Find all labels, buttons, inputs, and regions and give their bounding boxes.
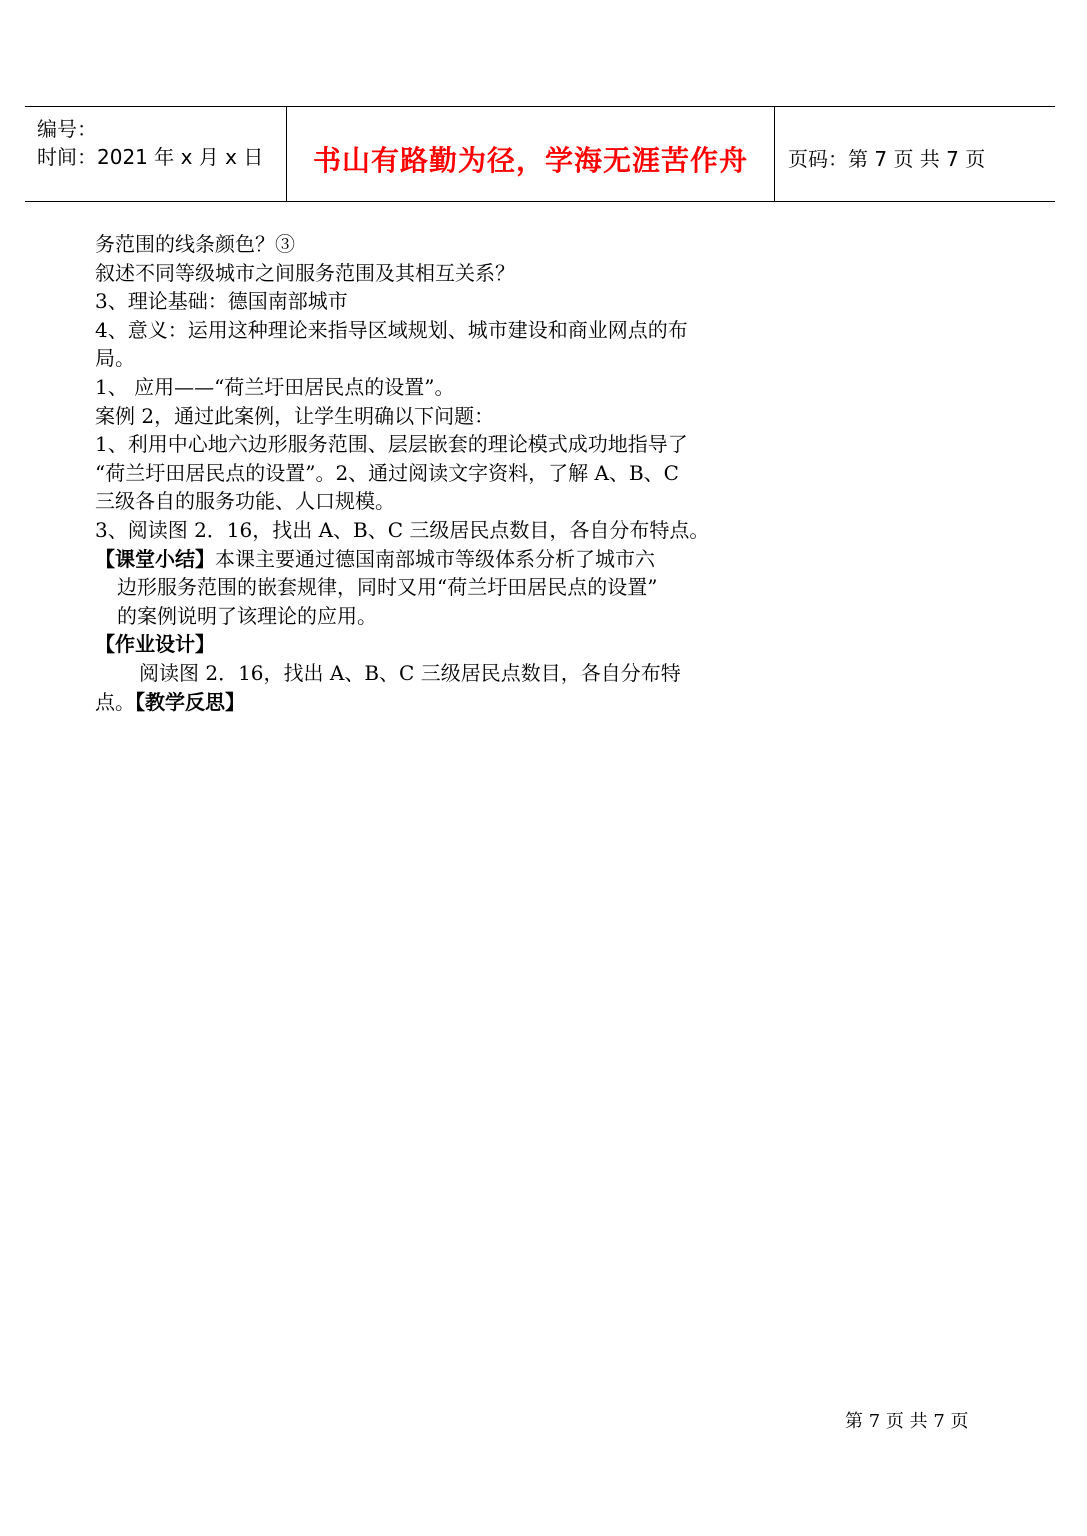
homework-reflection-line — [95, 688, 755, 717]
body-line: 3、阅读图 2．16，找出 A、B、C 三级居民点数目，各自分布特点。 — [95, 517, 710, 542]
header-page-cell — [776, 107, 1055, 201]
body-line: 的案例说明了该理论的应用。 — [117, 603, 377, 628]
body-line: 局。 — [95, 346, 135, 371]
body-line: 3、理论基础：德国南部城市 — [95, 289, 348, 314]
body-line: 边形服务范围的嵌套规律，同时又用“荷兰圩田居民点的设置” — [117, 575, 658, 600]
page-number-label: 页码：第 7 页 共 7 页 — [788, 147, 986, 171]
header-motto-cell — [287, 107, 775, 201]
motto-text: 书山有路勤为径，学海无涯苦作舟 — [312, 144, 748, 177]
homework-text: 点。 — [95, 689, 135, 714]
body-line: 1、 应用——“荷兰圩田居民点的设置”。 — [95, 374, 455, 399]
header-meta-cell — [25, 107, 287, 201]
body-line: “荷兰圩田居民点的设置”。2、通过阅读文字资料，了解 A、B、C — [95, 460, 679, 485]
number-label: 编号： — [37, 117, 97, 141]
body-line: 案例 2，通过此案例，让学生明确以下问题： — [95, 403, 495, 428]
document-body — [95, 230, 755, 716]
summary-heading: 【课堂小结】 — [95, 546, 215, 571]
page-footer: 第 7 页 共 7 页 — [845, 1411, 969, 1432]
body-line: 叙述不同等级城市之间服务范围及其相互关系？ — [95, 260, 515, 285]
body-line: 阅读图 2．16，找出 A、B、C 三级居民点数目，各自分布特 — [139, 660, 681, 685]
body-line: 务范围的线条颜色？③ — [95, 232, 295, 256]
reflection-heading: 【教学反思】 — [135, 689, 245, 714]
homework-heading: 【作业设计】 — [95, 632, 215, 657]
document-header — [25, 106, 1055, 202]
date-label: 时间：2021 年 x 月 x 日 — [37, 145, 264, 169]
body-line: 4、意义：运用这种理论来指导区域规划、城市建设和商业网点的布 — [95, 317, 688, 342]
summary-paragraph — [95, 545, 755, 574]
body-line: 1、利用中心地六边形服务范围、层层嵌套的理论模式成功地指导了 — [95, 432, 688, 457]
summary-text: 本课主要通过德国南部城市等级体系分析了城市六 — [215, 546, 655, 571]
body-line: 三级各自的服务功能、人口规模。 — [95, 489, 395, 514]
